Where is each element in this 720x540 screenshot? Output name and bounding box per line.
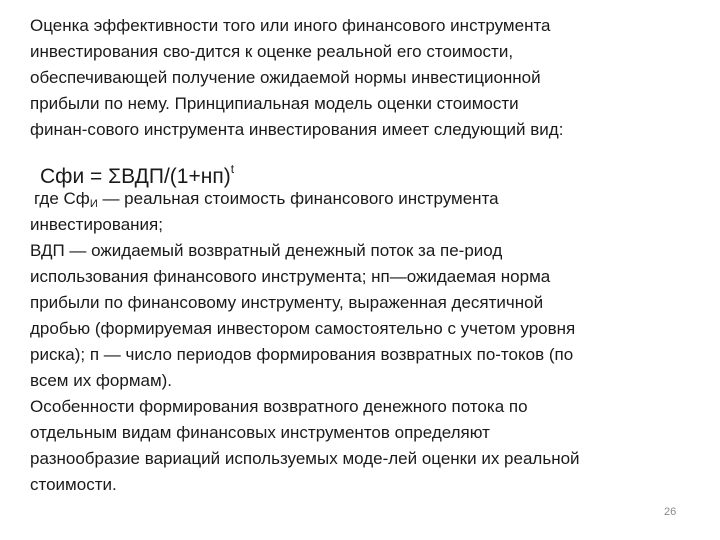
- formula-exponent: t: [230, 162, 235, 176]
- definition-suffix: — реальная стоимость финансового инструмента: [97, 189, 499, 208]
- definition-prefix: где Сф: [34, 189, 90, 208]
- text-line: использования финансового инструмента; нп—ожидаемая норма: [30, 267, 551, 286]
- text-line: ВДП — ожидаемый возвратный денежный поток за пе-риод: [30, 241, 503, 260]
- text-line: Оценка эффективности того или иного финансового инструмента: [30, 16, 551, 35]
- text-line: финан-сового инструмента инвестирования имеет следующий вид:: [30, 120, 564, 139]
- text-line: Особенности формирования возвратного денежного потока по: [30, 397, 528, 416]
- text-line: отдельным видам финансовых инструментов определяют: [30, 423, 490, 442]
- text-line: инвестирования;: [30, 215, 163, 234]
- page-number: 26: [664, 506, 677, 518]
- text-line: инвестирования сво-дится к оценке реальной его стоимости,: [30, 42, 514, 61]
- text-line: стоимости.: [30, 475, 117, 494]
- text-line: разнообразие вариаций используемых моде-лей оценки их реальной: [30, 449, 580, 468]
- definition-line: [34, 187, 499, 216]
- formula-main: Сфи = ΣВДП/(1+нп): [40, 165, 231, 188]
- text-line: прибыли по финансовому инструменту, выраженная десятичной: [30, 293, 544, 312]
- text-line: риска); п — число периодов формирования возвратных по-токов (по: [30, 345, 574, 364]
- definition-subscript: И: [89, 198, 98, 210]
- text-line: дробью (формируемая инвестором самостоятельно с учетом уровня: [30, 319, 576, 338]
- text-line: прибыли по нему. Принципиальная модель оценки стоимости: [30, 94, 519, 113]
- text-line: обеспечивающей получение ожидаемой нормы инвестиционной: [30, 68, 541, 87]
- valuation-formula: [40, 155, 234, 191]
- text-line: всем их формам).: [30, 371, 173, 390]
